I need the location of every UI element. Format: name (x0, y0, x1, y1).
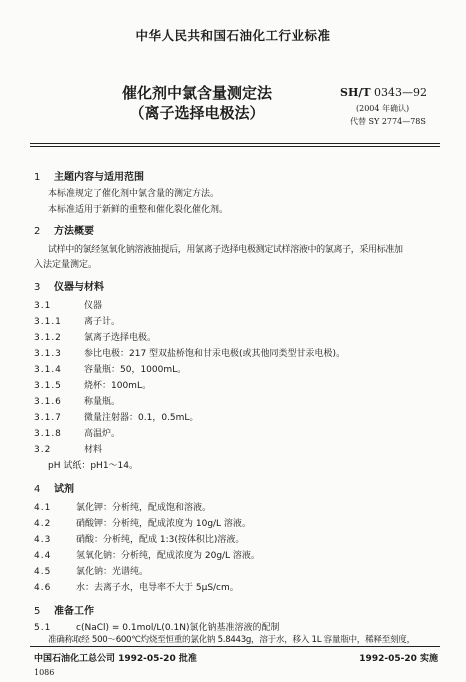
item-number: 3.1.1 (34, 317, 62, 327)
item-number: 4.1 (34, 503, 52, 513)
standard-code-number: 0343—92 (374, 86, 428, 99)
item-text: 仪器 (84, 301, 103, 311)
item-number: 3.1.4 (34, 365, 62, 375)
item-number: 3.1.8 (34, 429, 62, 439)
item-number: 4.2 (34, 519, 52, 529)
item-number: 3.2 (34, 445, 52, 455)
item-number: 4.4 (34, 551, 52, 561)
list-item (34, 426, 120, 439)
list-item (34, 548, 260, 561)
implementation-note: 1992-05-20 实施 (359, 654, 438, 664)
confirmation-note: (2004 年确认) (356, 104, 410, 113)
list-item (34, 346, 345, 359)
list-item (34, 410, 198, 423)
section-3-heading (34, 278, 104, 293)
item-number: 4.6 (34, 583, 52, 593)
item-text: 氢氧化钠：分析纯，配成浓度为 20g/L 溶液。 (76, 551, 260, 561)
item-text: 参比电极：217 型双盐桥饱和甘汞电极(或其他同类型甘汞电极)。 (84, 349, 346, 359)
section-number: 4 (34, 484, 41, 495)
list-item (34, 394, 120, 407)
section-1-paragraph-2: 本标准适用于新鲜的重整和催化裂化催化剂。 (48, 205, 229, 215)
list-item (34, 564, 148, 577)
item-number: 4.5 (34, 567, 52, 577)
document-title: 催化剂中氯含量测定法 (121, 84, 272, 102)
issuing-organization: 中华人民共和国石油化工行业标准 (135, 28, 331, 43)
item-number: 3.1 (34, 301, 52, 311)
section-1-heading (34, 168, 144, 183)
item-number: 5.1 (34, 623, 52, 633)
section-number: 1 (34, 172, 41, 183)
list-item (34, 516, 251, 529)
item-text: 氯化钾：分析纯，配成饱和溶液。 (76, 503, 212, 513)
item-text: 称量瓶。 (84, 397, 121, 407)
page-number: 1086 (34, 668, 55, 677)
item-text: pH 试纸：pH1～14。 (48, 461, 139, 471)
item-text: 硝酸：分析纯，配成 1:3(按体积比)溶液。 (76, 535, 245, 545)
item-number: 3.1.3 (34, 349, 62, 359)
section-number: 2 (34, 226, 41, 237)
list-item (34, 298, 102, 311)
list-item (34, 500, 211, 513)
list-item (34, 532, 244, 545)
item-text: 离子计。 (84, 317, 121, 327)
section-number: 5 (34, 606, 41, 617)
section-title: 主题内容与适用范围 (54, 172, 144, 183)
item-number: 3.1.5 (34, 381, 62, 391)
header-divider (30, 143, 440, 147)
item-number: 3.1.2 (34, 333, 62, 343)
section-2-heading (34, 222, 94, 237)
section-5-heading (34, 602, 94, 617)
replaces-note: 代替 SY 2774—78S (350, 117, 426, 126)
item-text: 氯离子选择电极。 (84, 333, 157, 343)
list-item (34, 442, 102, 455)
section-title: 准备工作 (54, 606, 94, 617)
footer-divider (30, 646, 440, 647)
section-4-heading (34, 480, 74, 495)
section-number: 3 (34, 282, 41, 293)
item-text: 氯化钠：光谱纯。 (76, 567, 149, 577)
list-item (34, 314, 120, 327)
item-number: 4.3 (34, 535, 52, 545)
list-item (48, 458, 138, 471)
item-text: 容量瓶：50，1000mL。 (84, 365, 187, 375)
document-subtitle: （离子选择电极法） (129, 104, 265, 122)
item-text: 硝酸钾：分析纯，配成浓度为 10g/L 溶液。 (76, 519, 251, 529)
item-text: 水：去离子水，电导率不大于 5μS/cm。 (76, 583, 239, 593)
section-2-paragraph: 试样中的氯经氢氧化钠溶液抽提后，用氯离子选择电极测定试样溶液中的氯离子，采用标准加 (48, 245, 403, 255)
section-title: 仪器与材料 (54, 282, 104, 293)
section-1-paragraph-1: 本标准规定了催化剂中氯含量的测定方法。 (48, 189, 220, 199)
list-item (34, 580, 239, 593)
item-text: 烧杯：100mL。 (84, 381, 151, 391)
item-text: 微量注射器：0.1，0.5mL。 (84, 413, 199, 423)
item-text: c(NaCl) = 0.1mol/L(0.1N)氯化钠基准溶液的配制 (76, 623, 280, 633)
item-number: 3.1.7 (34, 413, 62, 423)
standard-code-prefix: SH/T (340, 86, 371, 99)
approval-note: 中国石油化工总公司 1992-05-20 批准 (34, 654, 197, 664)
section-2-paragraph-cont: 入法定量测定。 (34, 260, 98, 270)
item-number: 3.1.6 (34, 397, 62, 407)
list-item (34, 330, 156, 343)
item-text: 材料 (84, 445, 103, 455)
list-item (34, 620, 279, 633)
section-title: 方法概要 (54, 226, 94, 237)
list-item (34, 378, 151, 391)
list-item (34, 362, 186, 375)
item-text: 高温炉。 (84, 429, 121, 439)
section-title: 试剂 (54, 484, 74, 495)
section-5-paragraph: 准确称取经 500～600℃灼烧至恒重的氯化钠 5.8443g，溶于水，移入 1L 容量瓶中，稀释至刻度， (48, 635, 415, 645)
standard-code (340, 86, 427, 99)
